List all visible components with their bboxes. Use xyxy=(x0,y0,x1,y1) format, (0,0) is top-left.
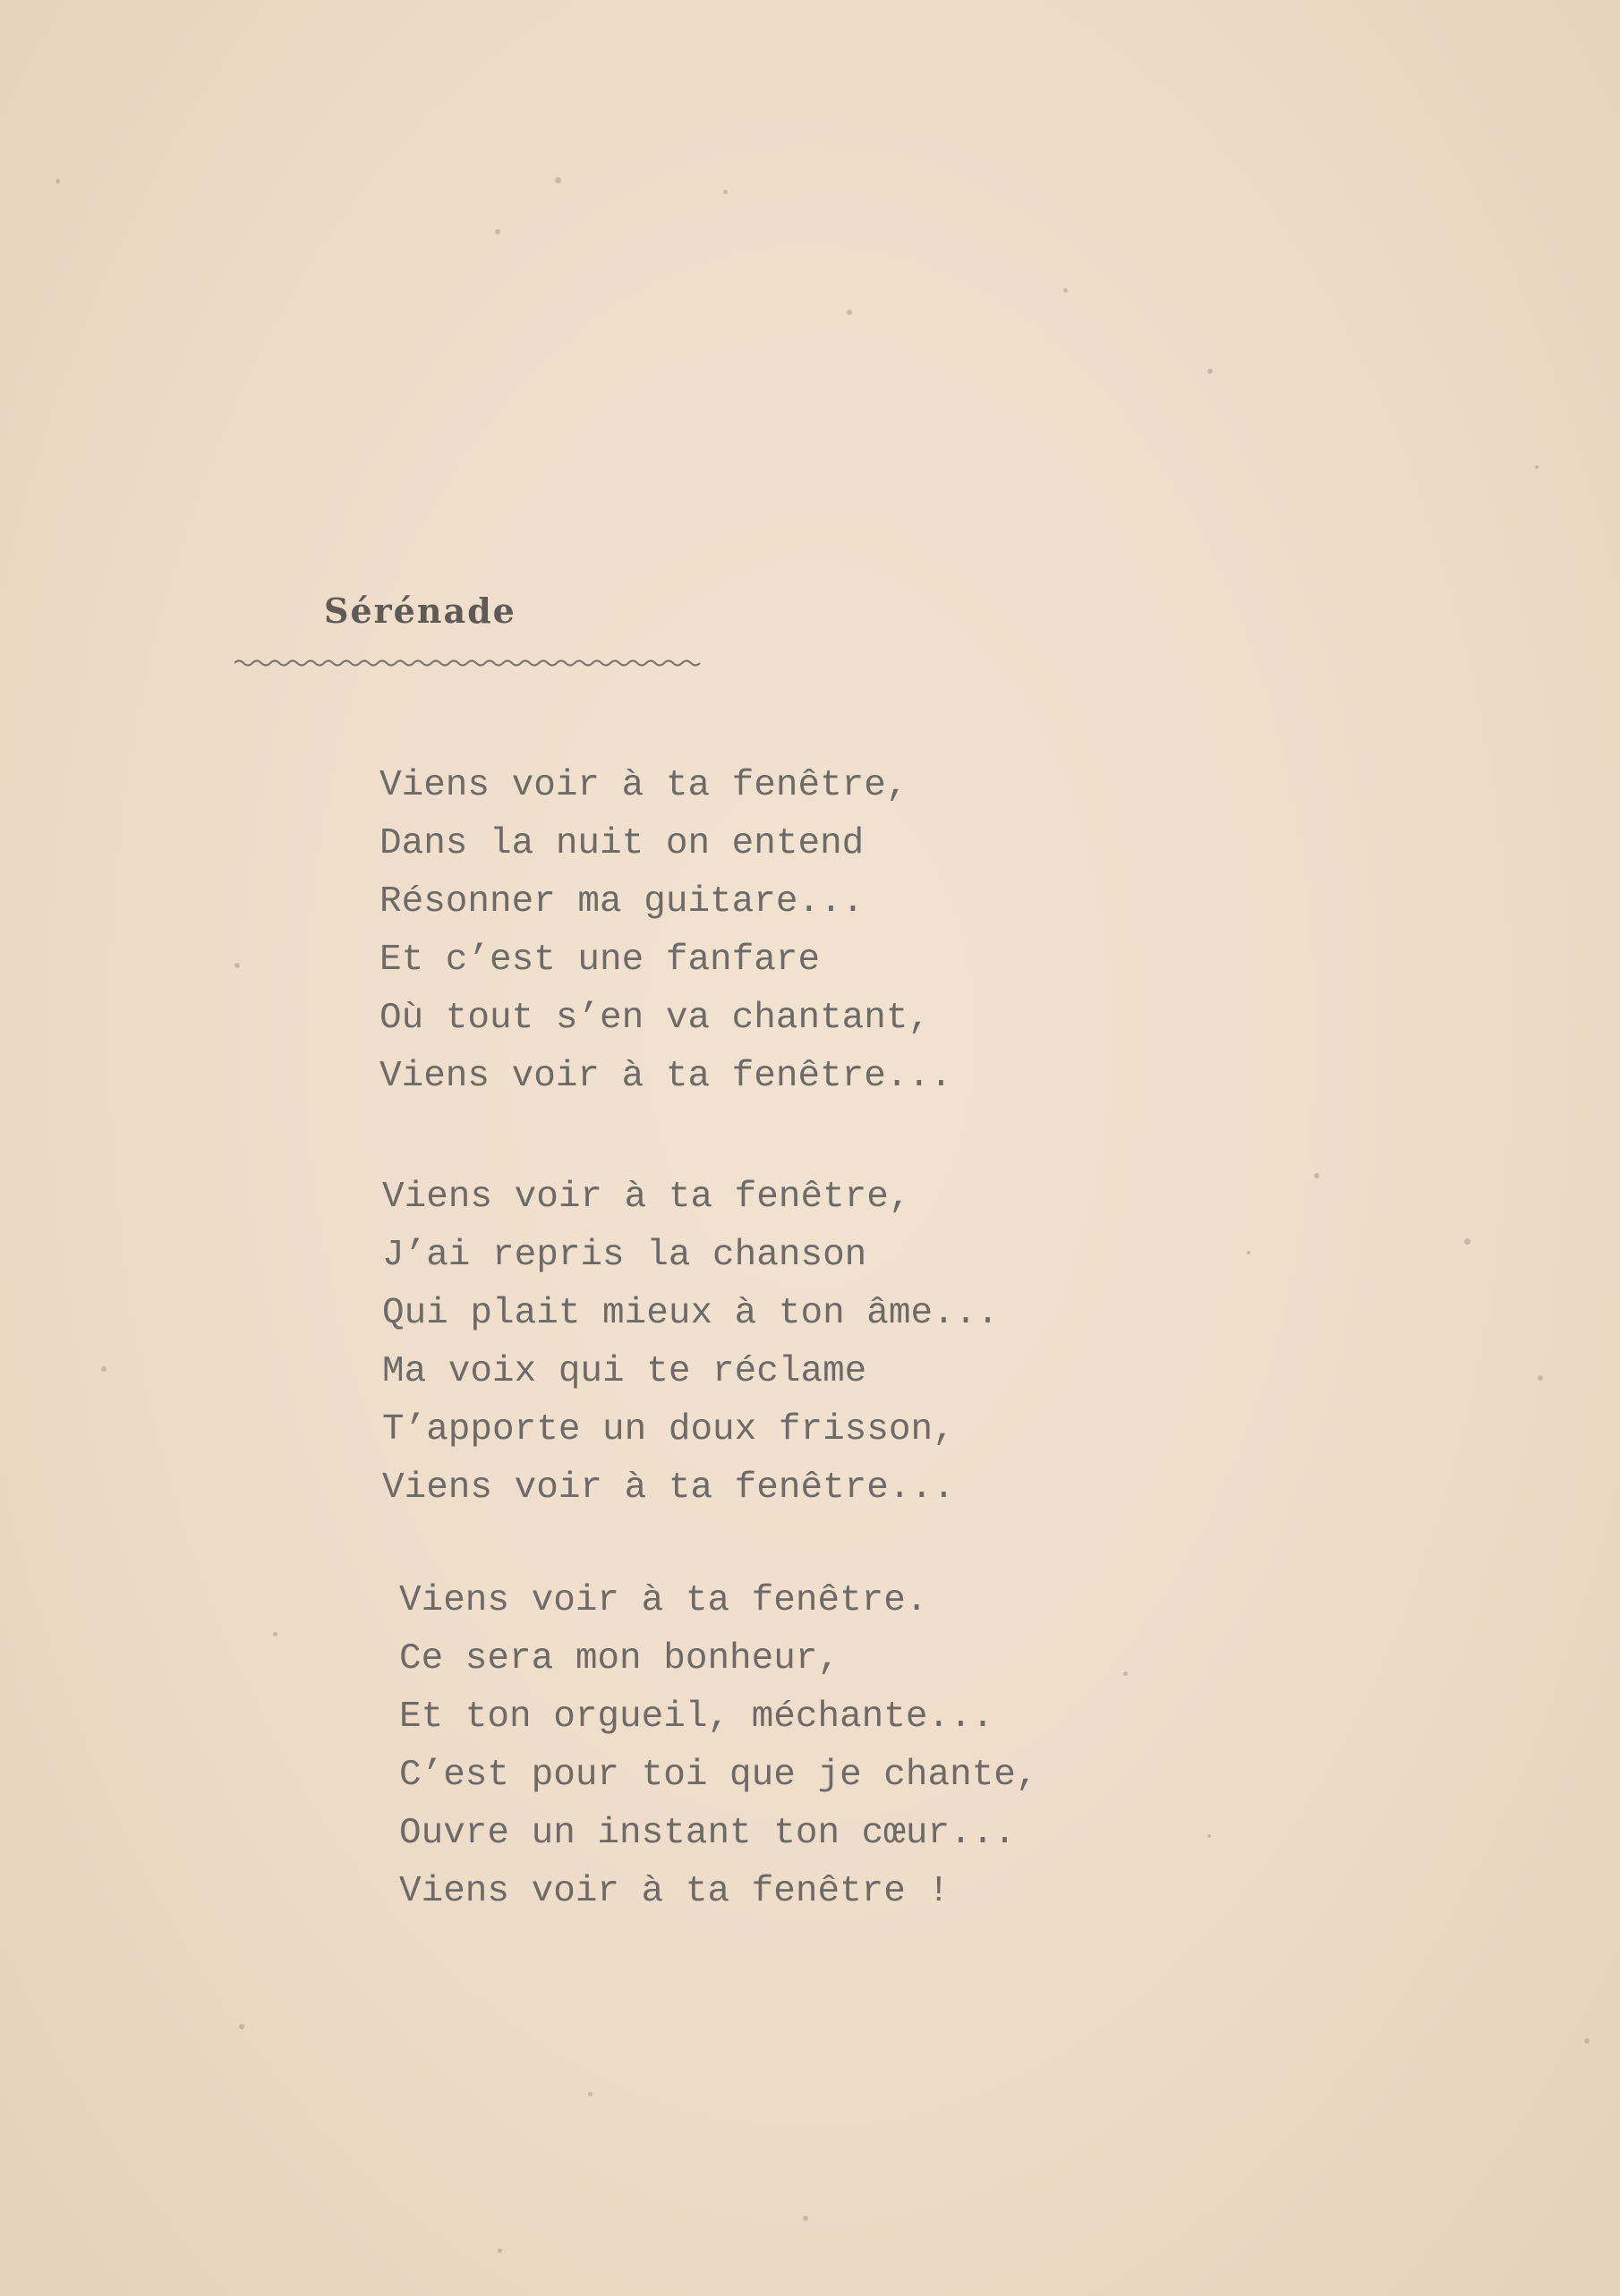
stanza-2 xyxy=(382,1169,999,1518)
paper-speck xyxy=(723,190,728,194)
paper-speck xyxy=(101,1366,107,1372)
verse-line: Dans la nuit on entend xyxy=(379,823,865,864)
paper-speck xyxy=(1063,288,1068,293)
paper-speck xyxy=(1535,465,1539,469)
verse-line: Ouvre un instant ton cœur... xyxy=(399,1813,1016,1854)
verse-line: Viens voir à ta fenêtre, xyxy=(382,1177,911,1218)
verse-line: Viens voir à ta fenêtre... xyxy=(382,1467,955,1509)
verse-line: Ce sera mon bonheur, xyxy=(399,1638,840,1679)
verse-line: Qui plait mieux à ton âme... xyxy=(382,1293,999,1334)
paper-speck xyxy=(234,963,240,968)
paper-speck xyxy=(1207,1834,1211,1838)
poem-title: Sérénade xyxy=(324,591,516,631)
paper-speck xyxy=(1247,1251,1250,1254)
verse-line: Viens voir à ta fenêtre... xyxy=(379,1056,952,1097)
paper-speck xyxy=(498,2249,502,2253)
paper-speck xyxy=(1207,369,1213,374)
paper-speck xyxy=(495,229,500,234)
paper-speck xyxy=(55,179,60,183)
paper-speck xyxy=(1464,1238,1471,1245)
verse-line: J’ai repris la chanson xyxy=(382,1235,867,1276)
stanza-1 xyxy=(379,757,952,1106)
decorative-wavy-rule xyxy=(234,656,709,668)
paper-speck xyxy=(588,2092,593,2096)
stanza-3 xyxy=(399,1572,1038,1921)
verse-line: Résonner ma guitare... xyxy=(379,881,865,923)
paper-speck xyxy=(1584,2038,1590,2044)
paper-speck xyxy=(803,2215,808,2221)
verse-line: C’est pour toi que je chante, xyxy=(399,1755,1038,1796)
verse-line: Viens voir à ta fenêtre ! xyxy=(399,1871,951,1912)
paper-speck xyxy=(847,310,852,315)
paper-speck xyxy=(555,177,561,183)
paper-speck xyxy=(273,1632,277,1637)
paper-speck xyxy=(1538,1375,1543,1381)
paper-speck xyxy=(239,2024,244,2029)
paper-speck xyxy=(1123,1671,1128,1676)
paper-speck xyxy=(1314,1173,1319,1178)
verse-line: Viens voir à ta fenêtre. xyxy=(399,1580,928,1621)
verse-line: Et ton orgueil, méchante... xyxy=(399,1696,994,1738)
verse-line: T’apporte un doux frisson, xyxy=(382,1409,955,1450)
verse-line: Ma voix qui te réclame xyxy=(382,1351,867,1392)
verse-line: Et c’est une fanfare xyxy=(379,940,821,981)
verse-line: Où tout s’en va chantant, xyxy=(379,998,931,1039)
verse-line: Viens voir à ta fenêtre, xyxy=(379,765,908,806)
